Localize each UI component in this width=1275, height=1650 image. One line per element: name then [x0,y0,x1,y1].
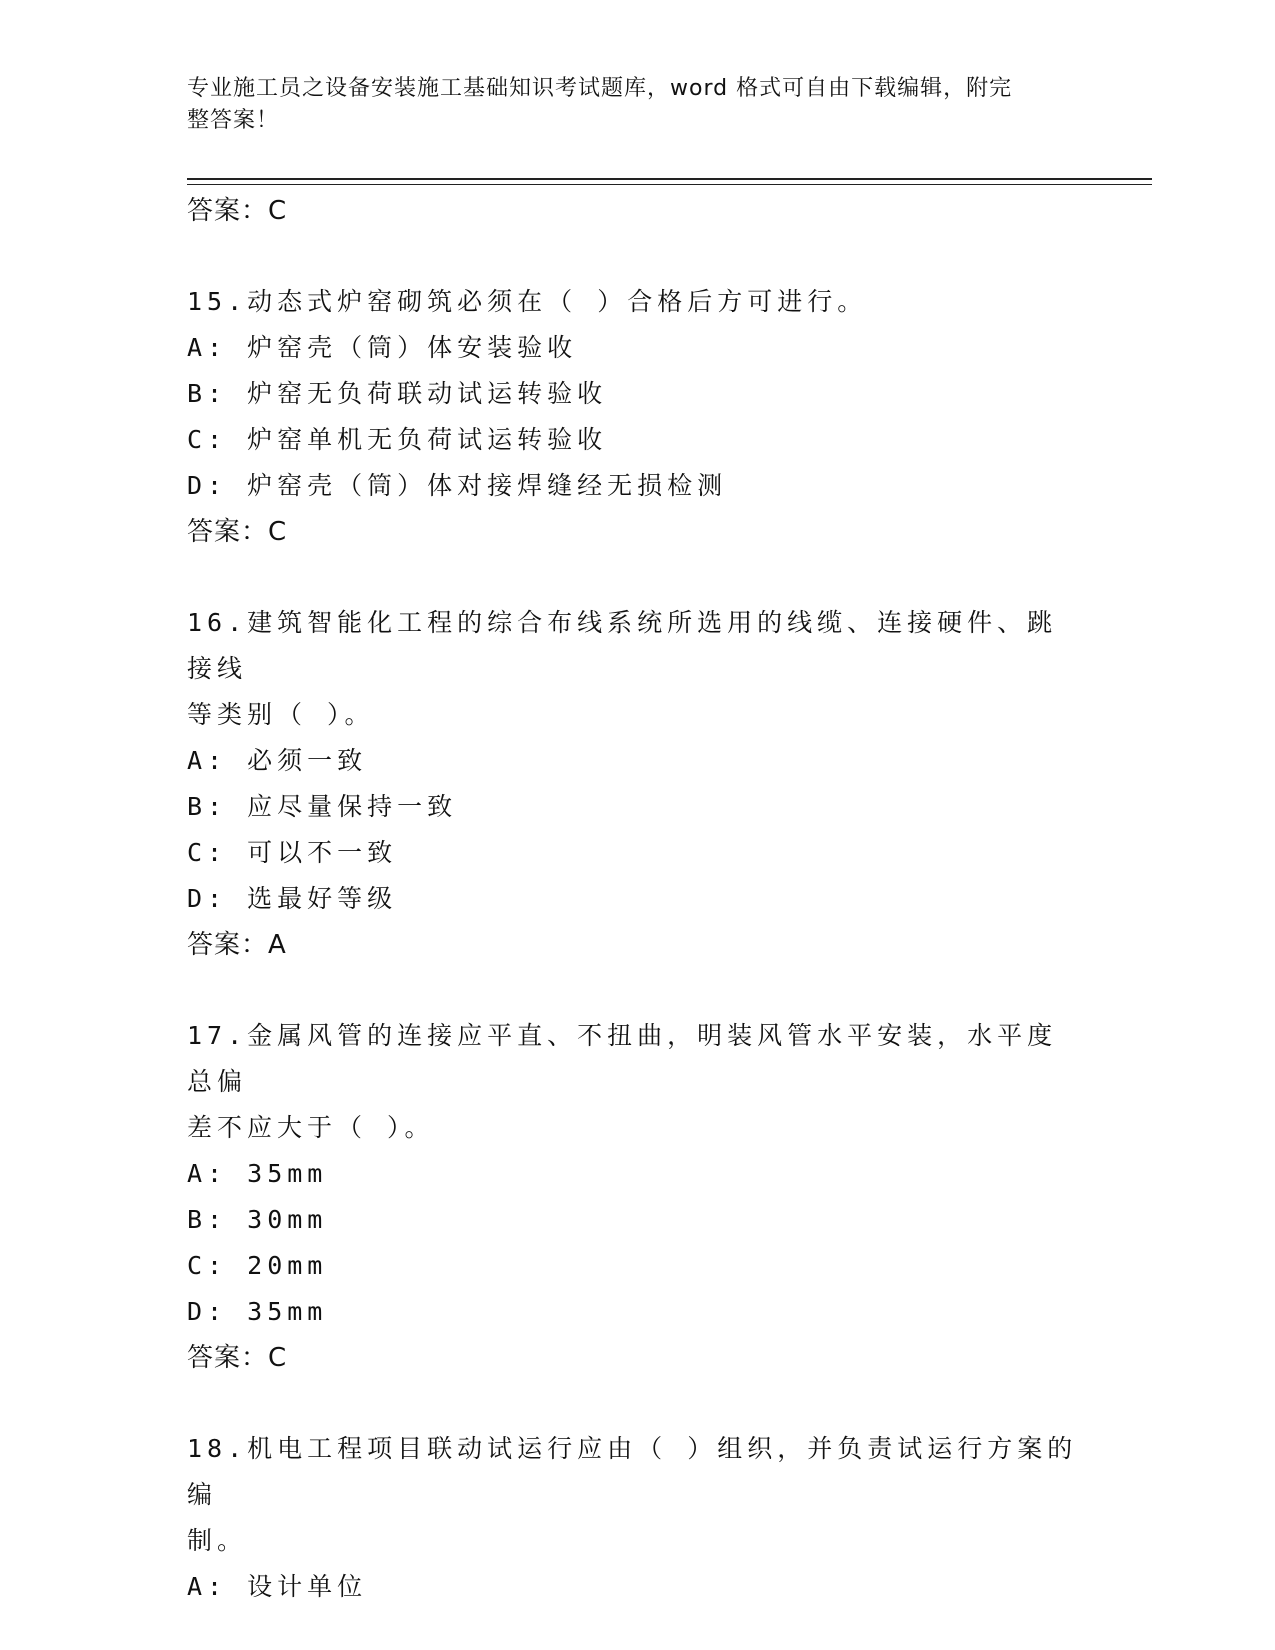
question-stem-line-1: 18.机电工程项目联动试运行应由（ ）组织，并负责试运行方案的编 [187,1434,1078,1509]
spacer [187,1381,1087,1426]
option-c: C: 可以不一致 [187,838,398,867]
answer: 答案：C [187,517,288,547]
question-block-15 [187,279,1087,555]
header-line-1: 专业施工员之设备安装施工基础知识考试题库，word 格式可自由下载编辑，附完 [187,76,1013,101]
option-a: A: 炉窑壳（筒）体安装验收 [187,333,578,362]
spacer [187,234,1087,279]
option-b: B: 炉窑无负荷联动试运转验收 [187,379,608,408]
header-divider-thin [187,184,1152,185]
option-b: B: 30mm [187,1205,328,1234]
answer-previous: 答案：C [187,196,288,226]
option-a: A: 必须一致 [187,746,368,775]
header-divider-thick [187,178,1152,180]
document-header [187,73,1067,137]
question-stem-line-2: 等类别（ ）。 [187,700,375,729]
question-stem-line-2: 差不应大于（ ）。 [187,1113,435,1142]
option-d: D: 炉窑壳（筒）体对接焊缝经无损检测 [187,471,728,500]
option-d: D: 35mm [187,1297,328,1326]
answer: 答案：A [187,930,287,960]
question-stem: 15.动态式炉窑砌筑必须在（ ）合格后方可进行。 [187,287,868,316]
question-block-16 [187,600,1087,968]
question-list [187,188,1087,1610]
option-a: A: 35mm [187,1159,328,1188]
header-line-2: 整答案！ [187,108,280,133]
question-block-18 [187,1426,1087,1610]
question-stem-line-1: 17.金属风管的连接应平直、不扭曲，明装风管水平安装，水平度总偏 [187,1021,1058,1096]
question-stem-line-1: 16.建筑智能化工程的综合布线系统所选用的线缆、连接硬件、跳接线 [187,608,1058,683]
option-c: C: 20mm [187,1251,328,1280]
spacer [187,555,1087,600]
option-d: D: 选最好等级 [187,884,398,913]
question-stem-line-2: 制。 [187,1526,248,1555]
option-c: C: 炉窑单机无负荷试运转验收 [187,425,608,454]
spacer [187,968,1087,1013]
question-block-17 [187,1013,1087,1381]
option-a: A: 设计单位 [187,1572,368,1601]
option-b: B: 应尽量保持一致 [187,792,458,821]
answer: 答案：C [187,1343,288,1373]
